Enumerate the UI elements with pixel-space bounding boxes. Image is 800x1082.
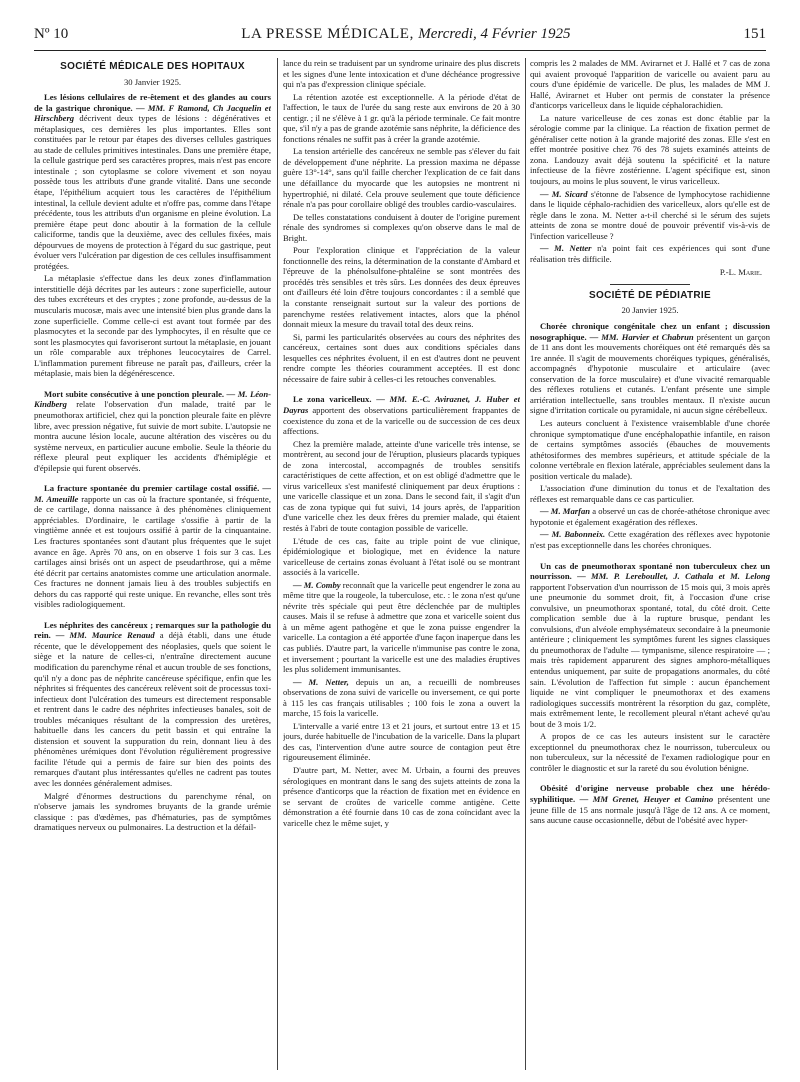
page-header (34, 26, 766, 48)
article-authors: — M. Netter, (293, 676, 349, 687)
article-text: a déjà établi, dans une étude récente, que le développement des néoplasies, quels que soient le siège et la nature de celles-ci, n'entraîne directement aucune modification du parenchyme rénal et aucun trouble de ses fonctions, qu'il n'y a donc pas de néphrite cancéreuse spécifique, enfin que les néphrites si fréquentes des cancéreux relèvent soit de processus toxi-infectieux dont l'ulcération des tumeurs est directement responsable et rentrent dans le cadre des néphrites infectieuses banales, soit de troubles mécaniques résultant de la compression des uretères, habituelle dans les cancers du petit bassin et qui entraîne la distension et souvent la suppuration du rein, donnant lieu à des phénomènes urémiques dont l'évolution régulièrement progressive facilite l'étude qui a permis de faire sur bien des points des remarques d'autant plus intéressantes qu'elles ne cadrent pas toutes avec les données généralement admises. (34, 630, 271, 788)
article-text: présentent un garçon de 11 ans dont les mouvements choréiques ont été remarqués dès sa 1re année. Il s'agit de mouvements choréiques typiques, généralisés, accompagnés d'hypotonie musculaire et articulaire (avec conservation de la force musculaire) et d'une vivacité remarquable des réflexes rotuliens et cutanés. L'enfant présente une simple arriération intellectuelle, sans troubles mentaux. Il n'existe aucun signe d'irritation corticale ou pyramidale, ni aucun signe cérébelleux. (530, 331, 770, 416)
article-heading: Obésité d'origine nerveuse probable chez une hérédo-syphilitique. — (530, 783, 770, 804)
issue-number: Nº 10 (34, 26, 69, 42)
article-paragraph (283, 394, 520, 436)
section-date: 30 Janvier 1925. (123, 76, 182, 87)
article-text: reconnaît que la varicelle peut engendrer le zona au même titre que la rougeole, la tuberculose, etc. : le zona n'est qu'une névrite très spéciale qui peut être déclenchée par de multiples causes. Mais il se refuse à admettre que zona et varicelle soient dus à un même agent pathogène et que le zona puisse engendrer la varicelle. La contagion a été apportée d'une façon inaperçue dans les cas publiés. D'autre part, la varicelle n'immunise pas contre le zona, et inversement ; pourtant la varicelle est une des maladies éruptives les plus solidement immunisantes. (283, 579, 520, 675)
issue-date: Mercredi, 4 Février 1925 (418, 26, 571, 42)
section-title: SOCIÉTÉ MÉDICALE DES HOPITAUX (60, 61, 245, 72)
article-paragraph (530, 243, 770, 264)
article-text: depuis un an, a recueilli de nombreuses observations de zona suivi de varicelle ou inversement, ce qui porte à 115 les cas français utilisables ; 100 fois le zona a ouvert la marche, 15 fois la varicelle. (283, 676, 520, 719)
section-separator (610, 284, 690, 285)
article-paragraph: A propos de ce cas les auteurs insistent sur le caractère exceptionnel du pneumothorax chez le nourrisson, tuberculeux ou non tuberculeux, sur la nécessité de l'examen radiologique pour en contrôler le diagnostic et sur la rareté du sou évolution bénigne. (530, 731, 770, 773)
article-authors: — M. Comby (293, 579, 341, 590)
article-text: s'étonne de l'absence de lymphocytose rachidienne dans le liquide céphalo-rachidien des varicelleux, alors qu'elle est de règle dans le zona. M. Netter a-t-il cherché si le sérum des sujets atteints de zona se montre doué de pouvoir préventif vis-à-vis de l'infection varicelleuse ? (530, 188, 770, 241)
column-1 (34, 58, 271, 1070)
article-paragraph (34, 92, 271, 271)
article-paragraph: D'autre part, M. Netter, avec M. Urbain, a fourni des preuves sérologiques en montrant dans le sang des sujets atteints de zona la présence d'anticorps que la réaction de fixation met en évidence en se servant de croûtes de varicelle comme antigène. Cette démonstration a été fournie dans 10 cas de zona coïncidant avec la varicelle chez le même sujet, y (283, 765, 520, 828)
article-paragraph (530, 561, 770, 730)
journal-title (241, 26, 570, 43)
article-paragraph: Chez la première malade, atteinte d'une varicelle très intense, se montrèrent, au second jour de l'éruption, plusieurs placards typiques de zona intercostal, accompagnés de troubles sensitifs caractéristiques de cette affection, et on est obligé d'admettre que le virus varicelleux s'est manifesté cliniquement par deux éruptions : une varicelle classique et un zona. Dans le second fait, il s'agit d'un cas de zona typique qui fut suivi, 14 jours après, de l'apparition d'une varicelle chez les deux frères du premier malade, qui étaient restés à l'abri de toute contagion possible de varicelle. (283, 438, 520, 533)
article-paragraph: Si, parmi les particularités observées au cours des néphrites des cancéreux, certaines sont dues aux conditions spéciales dans lesquelles ces néphrites évoluent, il en est d'autres dont ne peuvent rendre compte les théories couramment acceptées. Il est donc nécessaire de faire subir à celles-ci les retouches convenables. (283, 331, 520, 384)
article-paragraph: L'étude de ces cas, faite au triple point de vue clinique, épidémiologique et biologique, met en évidence la nature varicelleuse de certains zonas évoluant à l'état isolé ou se montrant associés à la varicelle. (283, 535, 520, 578)
column-divider (525, 58, 526, 1070)
section-title: SOCIÉTÉ DE PÉDIATRIE (589, 289, 711, 301)
article-text: apportent des observations particulièrement frappantes de coexistence du zona et de la varicelle ou de succession de ces deux affections. (283, 404, 520, 437)
article-paragraph (530, 321, 770, 416)
page-number: 151 (743, 26, 766, 42)
article-paragraph: L'association d'une diminution du tonus et de l'exaltation des réflexes est remarquable dans ce cas particulier. (530, 483, 770, 504)
article-paragraph: La métaplasie s'effectue dans les deux zones d'inflammation interstitielle déjà décrites par les auteurs : zone superficielle, autour des tubes excréteurs et des cryptes ; zone profonde, au-dessus de la muscularis mucosæ, mais avec une intensité bien plus grande dans la zone superficielle. Comme celle-ci est avant tout formée par des plasmocytes et la seconde par des lymphocytes, il en résulte que ce sont les plasmocytes qui favoriseront surtout la métaplasie, en jouant un rôle comparable aux tréphones leucocytaires de Carrel. L'inflammation purement fibreuse ne paraît pas, d'ailleurs, créer la métaplasie, mais bien la dégénérescence. (34, 273, 271, 379)
article-paragraph: La rétention azotée est exceptionnelle. A la période d'état de l'affection, le taux de l'urée du sang reste aux environs de 20 à 30 centigr. ; il ne s'élève à 1 gr. qu'à la période terminale. Ce fait montre que, s'il n'y a pas de grande azotémie sans néphrite, la déficience des fonctions rénales ne suffit pas à créer la grande azotémie. (283, 91, 520, 144)
article-authors: MM. P. Lereboullet, J. Cathala et M. Lelong (591, 571, 770, 582)
article-text: relate l'observation d'un malade, traité par le pneumothorax artificiel, chez qui la ponction pleurale faite en plèvre libre, avec pression négative, fut suivie de mort subite. L'autopsie ne montra aucune lésion locale, aucune altération des viscères ou du système nerveux, en particulier aucune embolie. Seule la théorie du réflexe pleural peut expliquer les accidents d'hémiplégie et d'épilepsie qui furent observés. (34, 399, 271, 473)
article-authors: — M. Netter (540, 243, 592, 254)
article-text: rapportent l'observation d'un nourrisson de 15 mois qui, 3 mois après une pneumonie du sommet droit, fit, à l'occasion d'une crise convulsive, un pneumothorax spontané, total, du côté droit. Cette complication semble due à la rupture brusque, pendant les convulsions, d'un alvéole emphysémateux secondaire à la pneumonie antérieure ; cliniquement les symptômes furent les signes classiques du pneumothorax de l'adulte — tympanisme, silence respiratoire — ; mais très rapidement apparurent des signes amphoro-métalliques entendus uniquement, par suite de propagations anormales, du côté sain. L'évolution de l'affection fut simple : aucun épanchement liquide ne vint compliquer le pneumothorax et des examens radiologiques successifs montrèrent la résorption du gaz, complète, mais extrêmement lente, le recollement pleural n'étant achevé qu'au bout de 3 mois 1/2. (530, 581, 770, 729)
article-authors: — M. Marfan (540, 506, 591, 517)
article-paragraph: lance du rein se traduisent par un syndrome urinaire des plus discrets et les signes d'une lente intoxication et d'une déchéance progressive qui n'a pas d'expression clinique spéciale. (283, 58, 520, 90)
article-paragraph: compris les 2 malades de MM. Avirагnet et J. Hallé et 7 cas de zona qui avaient provoqué l'apparition de varicelle ou avaient paru au cours d'une épidémie de varicelle. De plus, les malades de MM J. Hallé, Avirагnet et Huber ont permis de constater la présence d'anticorps varicelleux dans le liquide céphalorachidien. (530, 58, 770, 111)
article-paragraph (530, 506, 770, 527)
article-authors: MM. E.-C. Avirагnet, J. Huber et Dayras (283, 394, 520, 415)
article-paragraph (530, 189, 770, 242)
article-paragraph: Malgré d'énormes destructions du parenchyme rénal, on n'observe jamais les syndromes bruyants de la grande urémie classique : pas d'œdèmes, pas d'hématuries, pas de symptômes dramatiques nerveux ou pulmonaires. La destruction et la défail- (34, 790, 271, 833)
article-paragraph: Les auteurs concluent à l'existence vraisemblable d'une chorée chronique symptomatique d'une encéphalopathie infantile, en raison de certains symptômes associés (ébauches de mouvements athétosiformes des membres supérieurs, et attitude spéciale de la colonne vertébrale en flexion latérale, appréciables seulement dans la position verticale du malade). (530, 417, 770, 481)
article-paragraph (530, 783, 770, 825)
article-paragraph (530, 529, 770, 550)
article-heading: La fracture spontanée du premier cartilage costal ossifié. — (44, 483, 271, 494)
article-text: rapporte un cas où la fracture spontanée, si fréquente, de ce cartilage, donna naissance à des phénomènes cliniquement appréciables. D'ordinaire, le cartilage s'ossifie à partir de la vingtième année et est toujours ossifié à partir de la cinquantaine. Les fractures spontanées sont d'autant plus fréquentes que le sujet avance en âge. Après 70 ans, on en observe 1 fois sur 3 cas. Les cartilages ainsi brisés ont un aspect de pseudarthrose, qui a même été décrit par certains anatomistes comme une articulation anormale. Ces fractures ne donnent jamais lieu à des troubles subjectifs en dehors du cas rapporté qui reste unique. En revanche, elles sont très visibles radiologiquement. (34, 493, 271, 610)
article-paragraph: De telles constatations conduisent à douter de l'origine purement rénale des syndromes si complexes qu'on observe dans le mal de Bright. (283, 211, 520, 243)
article-authors: MM. Harvier et Chabrun (601, 331, 694, 342)
article-heading: Le zona varicelleux. — (293, 394, 385, 405)
journal-name: LA PRESSE MÉDICALE, (241, 26, 414, 42)
article-heading: Mort subite consécutive à une ponction pleurale. — (44, 388, 236, 399)
column-divider (277, 58, 278, 1070)
article-text: n'a point fait ces expériences qui sont d'une réalisation très difficile. (530, 243, 770, 264)
article-paragraph (34, 483, 271, 610)
article-authors: M. Léon-Kindberg (34, 388, 271, 410)
article-paragraph (283, 580, 520, 675)
article-authors: — M. Sicard (540, 188, 588, 199)
signature: P.-L. Marie. (719, 267, 762, 278)
article-text: présentent une jeune fille de 15 ans normale jusqu'à l'âge de 12 ans. A ce moment, sans aucune cause occasionnelle, début de l'obésité avec hyper- (530, 794, 770, 826)
article-paragraph: La tension artérielle des cancéreux ne semble pas s'élever du fait de développement d'une néphrite. La pression maxima ne dépasse guère 13°-14°, sans qu'il faille chercher l'explication de ce fait dans une défaillance du myocarde que les autopsies ne montrent ni hypertrophié, ni dilaté. Cela prouve seulement que toute déficience rénale n'a pas pour corollaire obligé des troubles cardio-vasculaires. (283, 146, 520, 210)
column-2 (283, 58, 520, 1070)
article-text: Cette exagération des réflexes avec hypotonie n'est pas exceptionnelle dans les chorées chroniques. (530, 529, 770, 550)
article-paragraph (283, 677, 520, 719)
article-authors: — M. Babonneix. (540, 529, 606, 540)
article-paragraph: Pour l'exploration clinique et l'appréciation de la valeur fonctionnelle des reins, la détermination de la constante d'Ambard et l'épreuve de la phénolsulfone-phtaléine se sont montrées des procédés très sensibles et très sûrs. Les données des deux épreuves ont d'ailleurs été loin d'être toujours concordantes : il a semblé que la constante renseignait surtout sur la valeur des portions de parenchyme restées relativement intactes, alors que la phénol donnait mieux la mesure du travail total des deux reins. (283, 245, 520, 330)
article-heading: Les lésions cellulaires de re-êtement et des glandes au cours de la gastrique chronique. — (34, 92, 271, 113)
header-rule (34, 50, 766, 51)
article-paragraph (34, 620, 271, 789)
article-paragraph (34, 389, 271, 473)
article-text: décrivent deux types de lésions : dégénératives et métaplasiques, ces dernières les plus importantes. Elles sont constituées par le retour par étapes des diverses cellules gastriques au stade de cellules primitives intestinales. Dans une première étape, la cellule gastrique perd ses caractères propres, mais n'est pas encore intestinale ; son cytoplasme se colore vivement et son noyau possède tous les attributs d'une grande vitalité. Dans une seconde étape, l'épithélium acquiert tous les caractères de l'épithélium intestinal, la cellule devient adulte et n'offre pas, comme dans l'étape précédente, tous les attributs d'un organisme en pleine évolution. La première étape peut donc aboutir à la formation de la cellule caliciforme, tandis que la deuxième, avec des cellules fixées, mais dépourvues de moyens de protection à l'égard du suc gastrique, peut évoluer vers l'ulcération par digestion de ces cellules insuffisamment protégées. (34, 113, 271, 271)
article-text: a observé un cas de chorée-athétose chronique avec hypotonie et également exagération des réflexes. (530, 506, 770, 527)
column-3 (530, 58, 770, 1070)
article-authors: M. Ameuille (34, 493, 79, 504)
article-heading: Un cas de pneumothorax spontané non tuberculeux chez un nourrisson. — (530, 560, 770, 582)
section-date: 20 Janvier 1925. (621, 305, 679, 316)
article-authors: MM. F Ramond, Ch Jacquelin et Hirschberg (34, 102, 271, 124)
article-authors: MM Grenet, Heuyer et Camino (592, 794, 714, 804)
article-heading: Chorée chronique congénitale chez un enfant ; discussion nosographique. — (530, 321, 770, 342)
article-paragraph: La nature varicelleuse de ces zonas est donc établie par la sérologie comme par la clinique. La réaction de fixation permet de généraliser cette notion à la grande majorité des zonas. Elle s'est en effet montrée positive chez 76 des 78 sujets examinés atteints de zona. Landouzy avait déjà soutenu la spécificité et la nature infectieuse de la fièvre zostérienne. L'agent spécifique est, sinon toujours, au moins le plus souvent, le virus varicelleux. (530, 112, 770, 187)
article-authors: MM. Maurice Renaud (69, 630, 155, 641)
article-paragraph: L'intervalle a varié entre 13 et 21 jours, et surtout entre 13 et 15 jours, durée habituelle de l'incubation de la varicelle. Dans la plupart des cas, l'intervention d'une autre source de contagion peut être rigoureusement éliminée. (283, 720, 520, 763)
article-heading: Les néphrites des cancéreux ; remarques sur la pathologie du rein. — (34, 619, 271, 641)
